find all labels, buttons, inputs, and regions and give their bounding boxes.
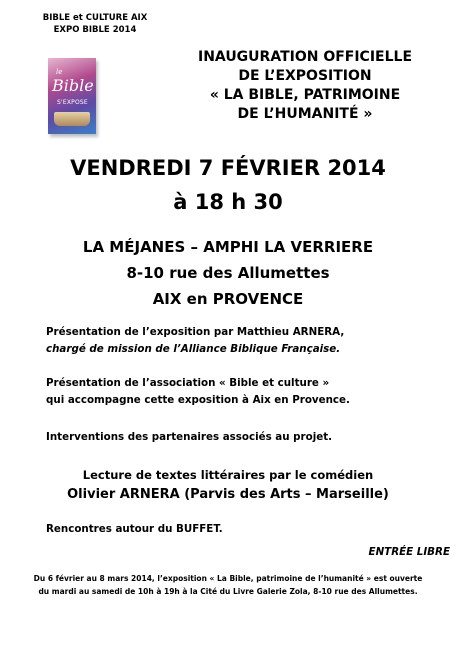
- logo-text-le: le: [56, 68, 63, 76]
- organizer-name: BIBLE et CULTURE AIX: [42, 13, 148, 23]
- exhibition-logo: [48, 58, 96, 134]
- organizer-event: EXPO BIBLE 2014: [53, 25, 137, 35]
- event-time: à 18 h 30: [173, 190, 283, 214]
- title-line-2: DE L’EXPOSITION: [238, 68, 372, 84]
- footer-line-1: Du 6 février au 8 mars 2014, l’exposition « La Bible, patrimoine de l’humanité » est ouverte: [33, 574, 423, 583]
- title-line-4: DE L’HUMANITÉ »: [237, 106, 373, 122]
- venue-street: 8-10 rue des Allumettes: [126, 264, 330, 282]
- organizer-block: [0, 12, 190, 36]
- free-entry-note: ENTRÉE LIBRE: [368, 546, 450, 558]
- program-item-presentation-line-1: Présentation de l’exposition par Matthieu ARNERA,: [46, 326, 345, 338]
- exhibition-dates-footer: [0, 572, 456, 598]
- program-item-presentation: [46, 324, 446, 358]
- title-line-3: « LA BIBLE, PATRIMOINE: [209, 87, 401, 103]
- reading-line-2: Olivier ARNERA (Parvis des Arts – Marseille): [67, 487, 389, 502]
- program-item-association: [46, 375, 446, 409]
- venue-city: AIX en PROVENCE: [152, 290, 304, 308]
- program-item-presentation-line-2: chargé de mission de l’Alliance Biblique Française.: [46, 343, 341, 355]
- footer-line-2: du mardi au samedi de 10h à 19h à la Cité du Livre Galerie Zola, 8-10 rue des Allumettes.: [38, 587, 418, 596]
- program-item-association-line-2: qui accompagne cette exposition à Aix en Provence.: [46, 394, 350, 406]
- open-book-icon: [54, 112, 90, 126]
- program-item-association-line-1: Présentation de l’association « Bible et culture »: [46, 377, 330, 389]
- logo-text-sexpose: S'EXPOSE: [57, 99, 88, 106]
- venue-name: LA MÉJANES – AMPHI LA VERRIERE: [82, 238, 374, 256]
- logo-text-bible: Bible: [52, 76, 94, 95]
- title-line-1: INAUGURATION OFFICIELLE: [197, 49, 413, 65]
- event-title: [160, 48, 450, 124]
- reading-line-1: Lecture de textes littéraires par le comédien: [82, 468, 374, 482]
- reading-block: [0, 466, 456, 504]
- buffet-note: Rencontres autour du BUFFET.: [46, 523, 223, 535]
- event-date: VENDREDI 7 FÉVRIER 2014: [70, 156, 386, 180]
- program-item-partners: Interventions des partenaires associés au projet.: [46, 431, 333, 443]
